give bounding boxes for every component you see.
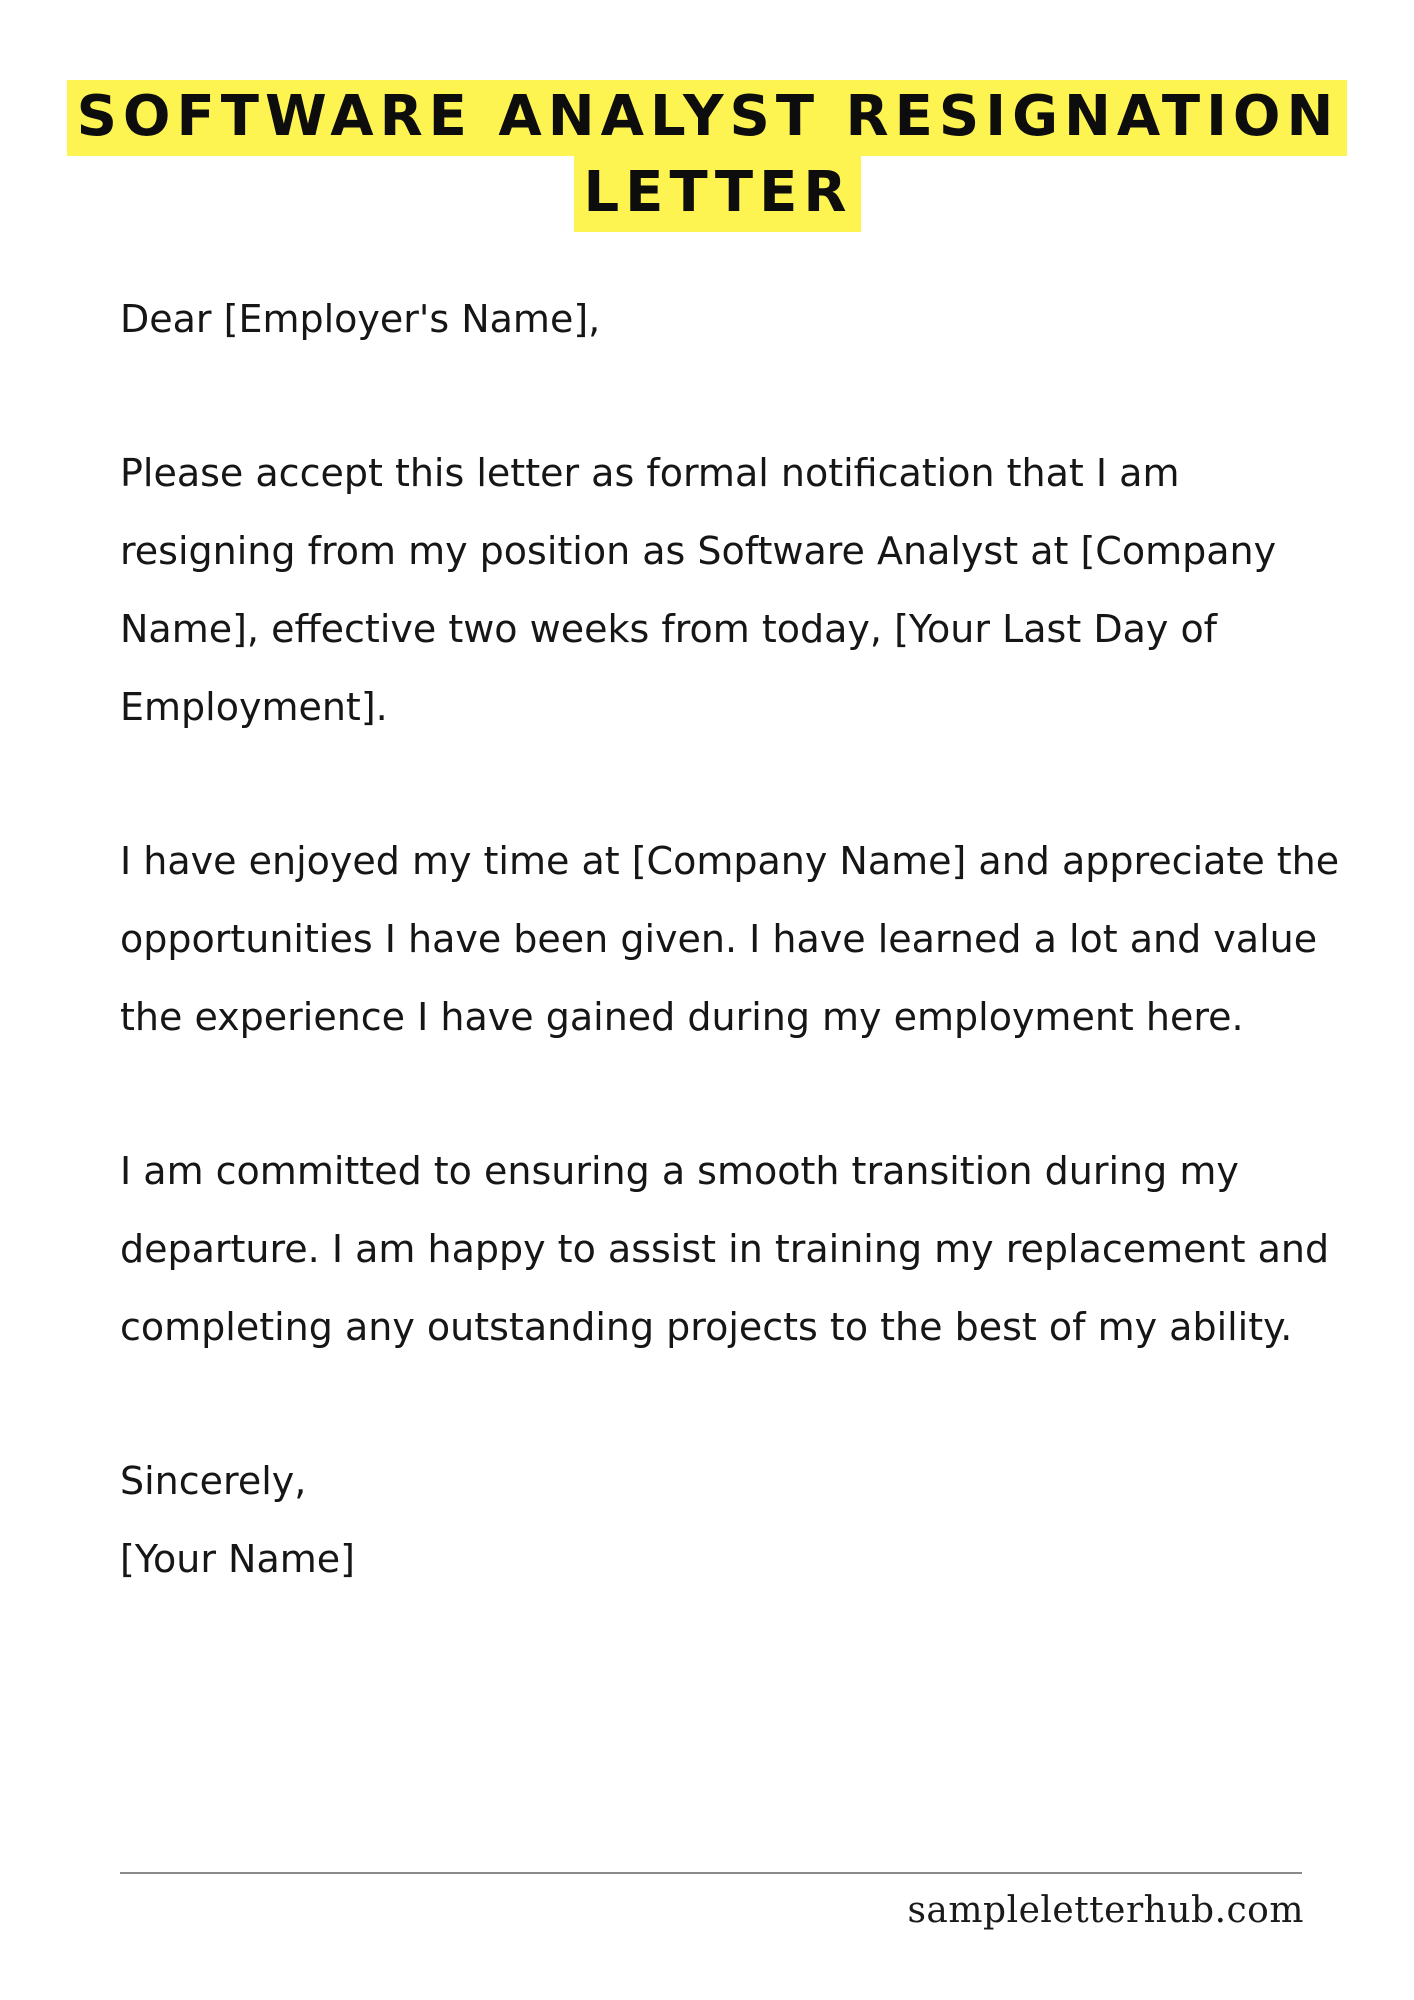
salutation: Dear [Employer's Name],: [120, 297, 601, 341]
title-row-2: [0, 156, 1414, 232]
title-row-1: [0, 80, 1414, 156]
signature: [Your Name]: [120, 1537, 355, 1581]
letter-body: [120, 280, 1360, 1598]
paragraph-3: I am committed to ensuring a smooth transition during my departure. I am happy to assist in training my replacement and completing any outstanding projects to the best of my ability.: [120, 1149, 1330, 1349]
paragraph-2: I have enjoyed my time at [Company Name] and appreciate the opportunities I have been given. I have learned a lot and value the experience I have gained during my employment here.: [120, 839, 1340, 1039]
title-line-1: SOFTWARE ANALYST RESIGNATION: [67, 80, 1348, 156]
title-line-2: LETTER: [574, 156, 861, 232]
closing: Sincerely,: [120, 1459, 307, 1503]
title-block: [0, 80, 1414, 232]
footer-divider: [120, 1872, 1302, 1874]
paragraph-1: Please accept this letter as formal notification that I am resigning from my position as Software Analyst at [Company Name], effective two weeks from today, [Your Last Day of Employment].: [120, 451, 1277, 729]
footer-site-name: sampleletterhub.com: [907, 1890, 1304, 1931]
